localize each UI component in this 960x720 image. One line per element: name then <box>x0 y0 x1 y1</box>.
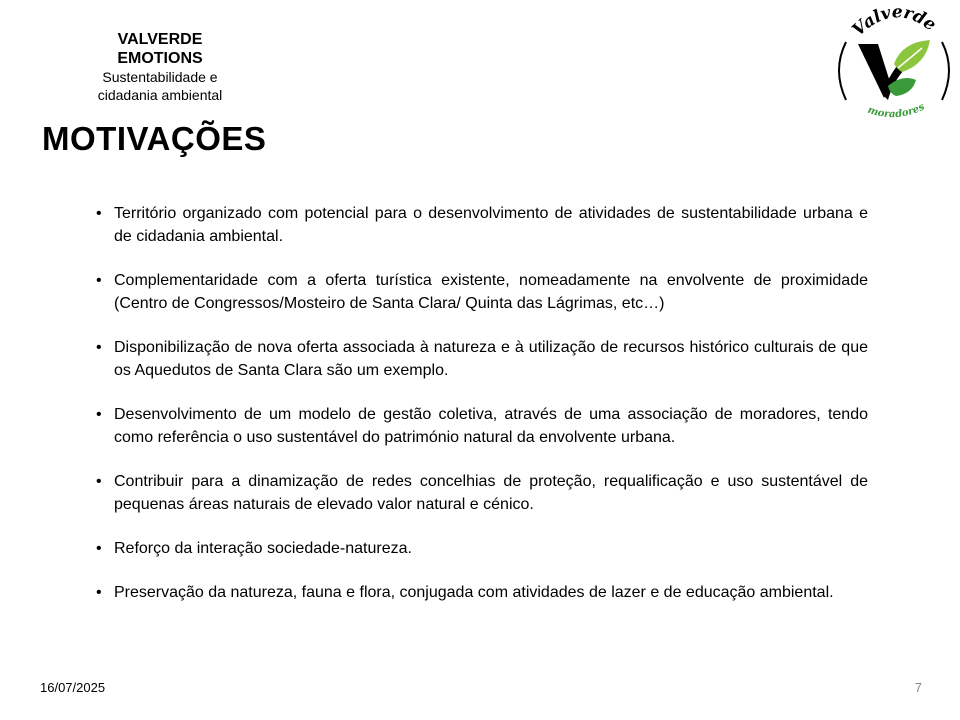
org-name-line1: VALVERDE <box>117 31 203 48</box>
org-sub-line2: cidadania ambiental <box>97 87 223 103</box>
list-item <box>96 336 868 382</box>
list-item <box>96 537 868 560</box>
bullet-dot: • <box>96 272 102 289</box>
leaf-v-logo-icon <box>858 40 930 100</box>
footer-date: 16/07/2025 <box>40 680 106 695</box>
bullet-text: Contribuir para a dinamização de redes concelhias de proteção, requalificação e uso sustentável de pequenas áreas naturais de elevado valor natural e cénico. <box>114 473 868 513</box>
bullet-dot: • <box>96 205 102 222</box>
bullet-dot: • <box>96 540 102 557</box>
bullet-dot: • <box>96 473 102 490</box>
list-item <box>96 581 868 604</box>
org-name-line2: EMOTIONS <box>117 50 203 67</box>
valverde-moradores-logo <box>832 2 956 132</box>
bullet-text: Preservação da natureza, fauna e flora, conjugada com atividades de lazer e de educação ambiental. <box>114 584 834 601</box>
org-sub-line1: Sustentabilidade e <box>102 69 218 85</box>
bullet-dot: • <box>96 406 102 423</box>
logo-bottom-text: moradores <box>866 101 927 121</box>
svg-text:Valverde <box>849 2 940 40</box>
left-bracket-icon <box>839 42 846 100</box>
logo-top-text: Valverde <box>848 2 940 41</box>
motivations-list <box>96 202 868 625</box>
bullet-text: Território organizado com potencial para o desenvolvimento de atividades de sustentabilidade urbana e de cidadania ambiental. <box>114 205 868 245</box>
bullet-dot: • <box>96 584 102 601</box>
bullet-text: Reforço da interação sociedade-natureza. <box>114 540 412 557</box>
page-title: MOTIVAÇÕES <box>42 120 267 157</box>
bullet-dot: • <box>96 339 102 356</box>
svg-text:moradores <box>866 101 927 120</box>
right-bracket-icon <box>942 42 949 100</box>
bullet-text: Desenvolvimento de um modelo de gestão coletiva, através de uma associação de moradores, tendo como referência o uso sustentável do património natural da envolvente urbana. <box>114 406 868 446</box>
list-item <box>96 470 868 516</box>
list-item <box>96 269 868 315</box>
list-item <box>96 403 868 449</box>
org-block <box>80 30 240 104</box>
page-number: 7 <box>914 680 922 695</box>
bullet-text: Disponibilização de nova oferta associada à natureza e à utilização de recursos histórico culturais de que os Aquedutos de Santa Clara são um exemplo. <box>114 339 868 379</box>
list-item <box>96 202 868 248</box>
bullet-text: Complementaridade com a oferta turística existente, nomeadamente na envolvente de proximidade (Centro de Congressos/Mosteiro de Santa Clara/ Quinta das Lágrimas, etc…) <box>114 272 868 312</box>
